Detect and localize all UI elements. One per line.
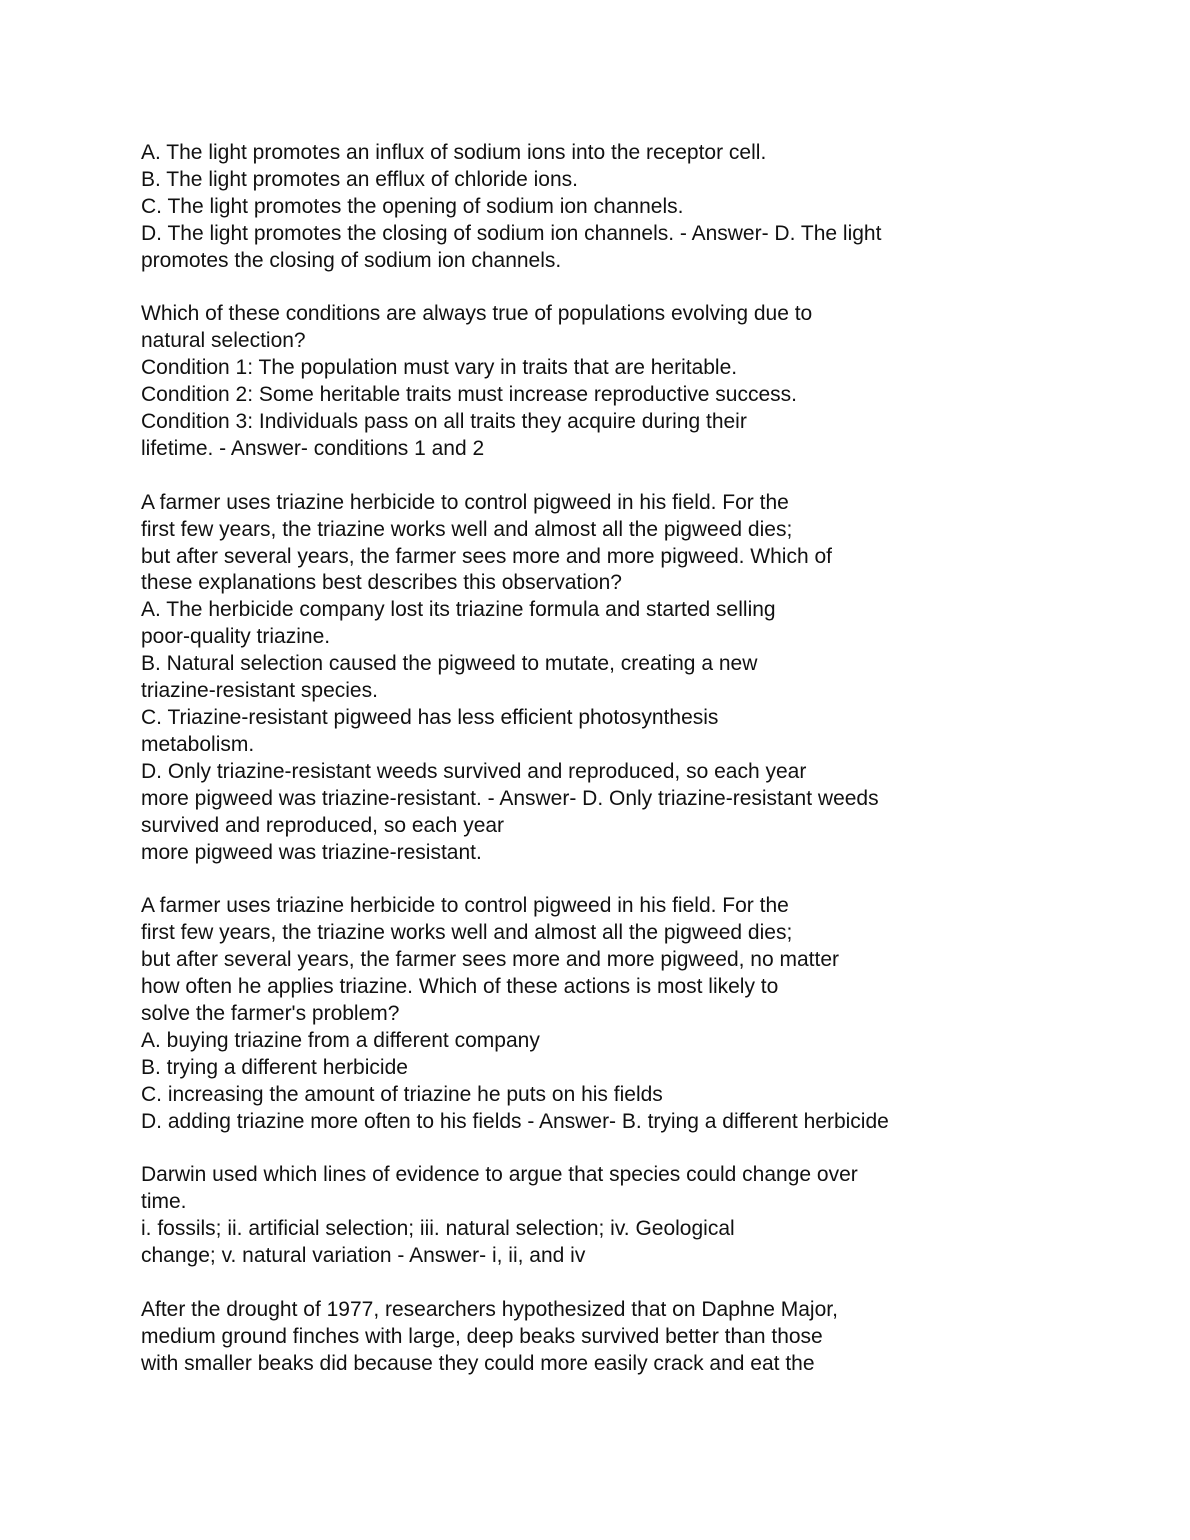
text-line: A farmer uses triazine herbicide to control pigweed in his field. For the [141,894,789,918]
text-line: with smaller beaks did because they could more easily crack and eat the [141,1351,815,1375]
text-line: Condition 2: Some heritable traits must increase reproductive success. [141,383,797,407]
document-page [141,140,1141,1405]
qa-block-light-receptor [141,140,1141,275]
text-line: more pigweed was triazine-resistant. - Answer- D. Only triazine-resistant weeds [141,786,879,810]
text-line: first few years, the triazine works well and almost all the pigweed dies; [141,921,793,945]
text-line: B. Natural selection caused the pigweed to mutate, creating a new [141,652,758,676]
text-line: Condition 1: The population must vary in traits that are heritable. [141,356,738,380]
text-line: survived and reproduced, so each year [141,813,505,837]
text-line: natural selection? [141,329,306,353]
text-line: more pigweed was triazine-resistant. [141,840,482,864]
text-line: B. trying a different herbicide [141,1055,408,1079]
text-line: change; v. natural variation - Answer- i, ii, and iv [141,1244,586,1268]
text-line: B. The light promotes an efflux of chloride ions. [141,167,578,191]
text-line: lifetime. - Answer- conditions 1 and 2 [141,436,485,460]
text-line: D. adding triazine more often to his fields - Answer- B. trying a different herbicide [141,1109,889,1133]
qa-block-darwin-evidence [141,1162,1141,1270]
text-line: poor-quality triazine. [141,625,331,649]
text-line: C. The light promotes the opening of sodium ion channels. [141,194,684,218]
text-line: A farmer uses triazine herbicide to control pigweed in his field. For the [141,490,789,514]
text-line: triazine-resistant species. [141,679,378,703]
text-line: Which of these conditions are always true of populations evolving due to [141,302,813,326]
qa-block-natural-selection-conditions [141,301,1141,462]
text-line: promotes the closing of sodium ion channels. [141,248,562,272]
text-line: medium ground finches with large, deep beaks survived better than those [141,1324,823,1348]
text-line: time. [141,1190,187,1214]
text-line: Darwin used which lines of evidence to argue that species could change over [141,1163,858,1187]
qa-block-triazine-explanation [141,490,1141,867]
text-line: D. Only triazine-resistant weeds survived and reproduced, so each year [141,759,807,783]
text-line: D. The light promotes the closing of sodium ion channels. - Answer- D. The light [141,221,882,245]
qa-block-triazine-action [141,893,1141,1135]
text-line: i. fossils; ii. artificial selection; iii. natural selection; iv. Geological [141,1217,735,1241]
text-line: C. Triazine-resistant pigweed has less efficient photosynthesis [141,706,719,729]
text-line: Condition 3: Individuals pass on all traits they acquire during their [141,410,747,434]
text-line: but after several years, the farmer sees more and more pigweed, no matter [141,948,839,972]
qa-block-drought-finches [141,1297,1141,1378]
text-line: these explanations best describes this observation? [141,571,622,595]
text-line: how often he applies triazine. Which of these actions is most likely to [141,975,779,999]
text-line: first few years, the triazine works well and almost all the pigweed dies; [141,517,793,541]
text-line: A. The light promotes an influx of sodium ions into the receptor cell. [141,141,767,164]
text-line: A. buying triazine from a different company [141,1028,540,1052]
text-line: A. The herbicide company lost its triazine formula and started selling [141,598,776,622]
text-line: C. increasing the amount of triazine he puts on his fields [141,1082,663,1106]
text-line: After the drought of 1977, researchers hypothesized that on Daphne Major, [141,1297,838,1321]
text-line: but after several years, the farmer sees more and more pigweed. Which of [141,544,832,568]
text-line: metabolism. [141,732,255,756]
text-line: solve the farmer's problem? [141,1001,400,1025]
